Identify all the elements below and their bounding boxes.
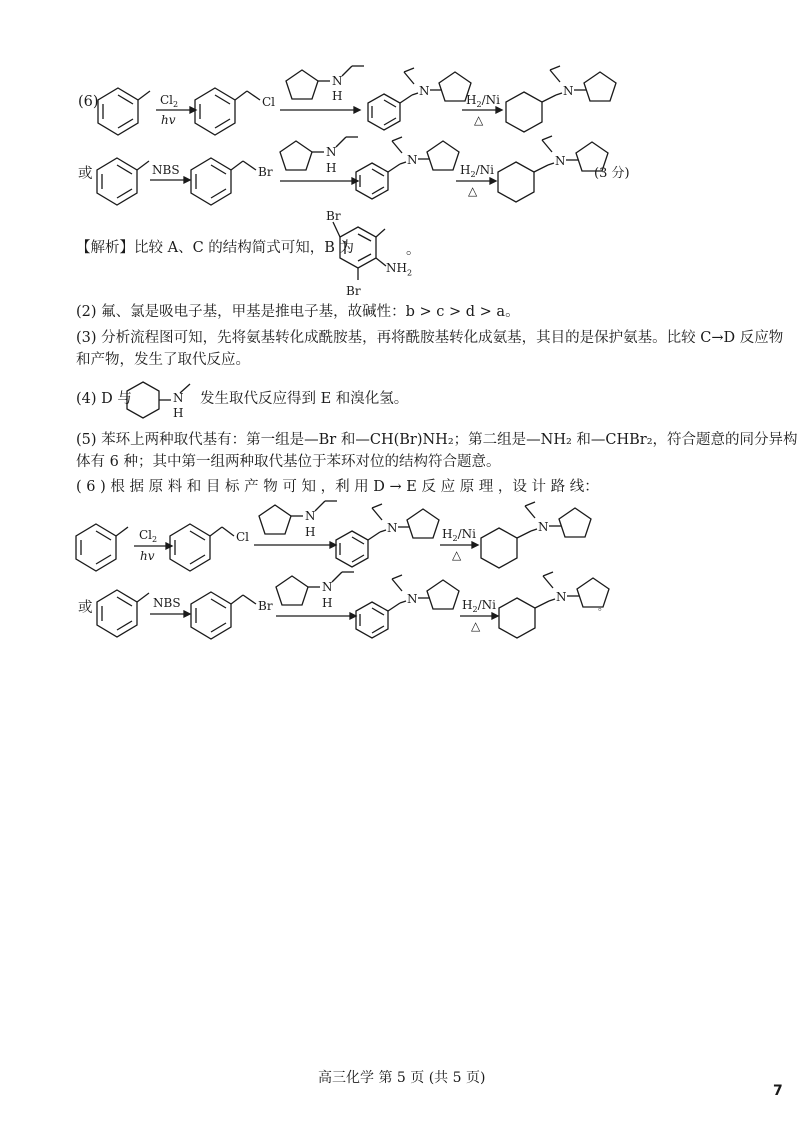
analysis-p2: (2) 氟、氯是吸电子基，甲基是推电子基，故碱性：b > c > d > a。 (76, 304, 520, 320)
atom-n: N (556, 590, 567, 604)
atom-h: H (326, 161, 337, 175)
b-br-top: Br (326, 209, 341, 223)
atom-n: N (173, 391, 184, 405)
page-footer: 高三化学 第 5 页 (共 5 页) (318, 1070, 486, 1086)
analysis-intro: 【解析】比较 A、C 的结构简式可知，B 为 (76, 240, 355, 256)
reagent-h2-ni: $H_2/Ni$ (460, 163, 494, 179)
atom-n: N (407, 592, 418, 606)
analysis-p3-line2: 和产物，发生了取代反应。 (76, 352, 250, 368)
question-6-label: (6) (78, 94, 99, 110)
reagent-cl2: $Cl_2$ (160, 93, 179, 109)
page-number: 7 (773, 1083, 783, 1099)
or-label: 或 (78, 600, 93, 616)
period: 。 (598, 602, 608, 613)
analysis-p5-line2: 体有 6 种；其中第一组两种取代基位于苯环对位的结构符合题意。 (76, 454, 501, 470)
benzyl-tertiary-amine-structure (356, 575, 459, 638)
analysis-p6: ( 6 ) 根 据 原 料 和 目 标 产 物 可 知 ，利 用 D → E 反 应 原 理 ，设 计 路 线： (76, 479, 599, 495)
score-note: (3 分) (594, 166, 630, 181)
reagent-nbs: NBS (153, 596, 181, 610)
reagent-h2-ni: $H_2/Ni$ (466, 93, 500, 109)
cyclohexyl-tertiary-amine-structure (499, 572, 609, 638)
atom-n: N (326, 145, 337, 159)
atom-n: N (563, 84, 574, 98)
atom-n: N (419, 84, 430, 98)
reagent-hv: hv (161, 113, 176, 127)
atom-n: N (322, 580, 333, 594)
atom-h: H (322, 596, 333, 610)
reagent-nbs: NBS (152, 163, 180, 177)
atom-n: N (555, 154, 566, 168)
heat-symbol: △ (474, 113, 484, 127)
b-br-bottom: Br (346, 284, 361, 298)
analysis-p5-line1: (5) 苯环上两种取代基有：第一组是—Br 和—CH(Br)NH₂；第二组是—NH₂ 和—CHBr₂，符合题意的同分异构 (76, 432, 798, 448)
analysis-p4-pre: (4) D 与 (76, 391, 132, 407)
analysis-p4-post: 发生取代反应得到 E 和溴化氢。 (200, 391, 409, 407)
atom-cl: Cl (236, 530, 250, 544)
atom-n: N (332, 74, 343, 88)
atom-h: H (305, 525, 316, 539)
heat-symbol: △ (471, 619, 481, 633)
benzyl-bromide-structure (191, 592, 256, 639)
atom-h: H (173, 406, 184, 420)
reagent-h2-ni: $H_2/Ni$ (462, 598, 496, 614)
atom-br: Br (258, 165, 273, 179)
atom-n: N (538, 520, 549, 534)
heat-symbol: △ (468, 184, 478, 198)
heat-symbol: △ (452, 548, 462, 562)
reagent-h2-ni: $H_2/Ni$ (442, 527, 476, 543)
b-nh2: $NH_2$ (386, 261, 413, 278)
atom-n: N (305, 509, 316, 523)
n-ethyl-cyclopentylamine-reagent (276, 572, 354, 605)
analysis-p3-line1: (3) 分析流程图可知，先将氨基转化成酰胺基，再将酰胺基转化成氨基，其目的是保护氨基。比较 C→D 反应物 (76, 330, 784, 346)
atom-cl: Cl (262, 95, 276, 109)
reagent-cl2: $Cl_2$ (139, 528, 158, 544)
atom-n: N (407, 153, 418, 167)
period: 。 (406, 242, 421, 258)
reagent-hv: hv (140, 549, 155, 563)
or-label: 或 (78, 166, 93, 182)
atom-n: N (387, 521, 398, 535)
atom-br: Br (258, 599, 273, 613)
atom-h: H (332, 89, 343, 103)
toluene-structure (97, 590, 149, 637)
